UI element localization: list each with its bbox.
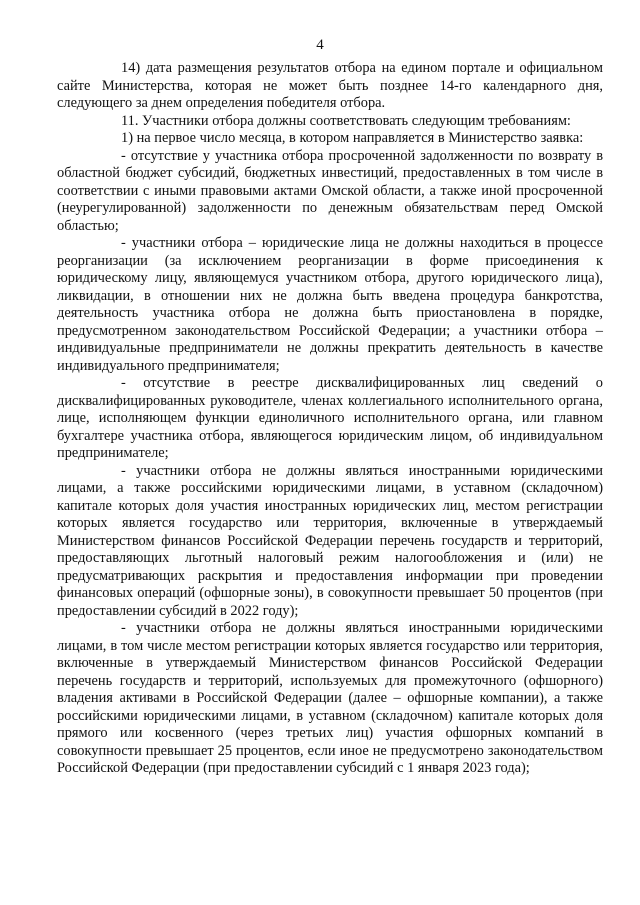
paragraph-item-14: 14) дата размещения результатов отбора на едином портале и официальном сайте Министерства, которая не может быть позднее 14-го календарного дня, следующего за днем определения победителя отбора. xyxy=(57,60,603,111)
paragraph-requirement-foreign-2022: - участники отбора не должны являться иностранными юридическими лицами, а также российскими юридическими лицами, в уставном (складочном) капитале которых доля участия иностранных юридических лиц, местом регистрации которых является государство или территория, включенные в утверждаемый Министерством финансов Российской Федерации перечень государств и территорий, предоставляющих льготный налоговый режим налогообложения и (или) не предусматривающих раскрытия и предоставления информации при проведении финансовых операций (офшорные зоны), в совокупности превышает 50 процентов (при предоставлении субсидий в 2022 году); xyxy=(57,462,603,619)
paragraph-requirement-offshore-2023: - участники отбора не должны являться иностранными юридическими лицами, в том числе местом регистрации которых является государство или территория, включенные в утверждаемый Министерством финансов Российской Федерации перечень государств и территорий, используемых для промежуточного (офшорного) владения активами в Российской Федерации (далее – офшорные компании), а также российскими юридическими лицами, в уставном (складочном) капитале которых доля прямого или косвенного (через третьих лиц) участия офшорных компаний в совокупности превышает 25 процентов, если иное не предусмотрено законодательством Российской Федерации (при предоставлении субсидий с 1 января 2023 года); xyxy=(57,620,603,776)
document-body xyxy=(57,60,603,778)
paragraph-requirement-debt: - отсутствие у участника отбора просроченной задолженности по возврату в областной бюджет субсидий, бюджетных инвестиций, предоставленных в том числе в соответствии с иными правовыми актами Омской области, а также иной просроченной (неурегулированной) задолженности по денежным обязательствам перед Омской областью; xyxy=(57,147,603,234)
paragraph-section-11: 11. Участники отбора должны соответствовать следующим требованиям: xyxy=(121,112,571,129)
paragraph-requirement-disqualified: - отсутствие в реестре дисквалифицированных лиц сведений о дисквалифицированных руководителе, членах коллегиального исполнительного органа, лице, исполняющем функции единоличного исполнительного органа, или главном бухгалтере участника отбора, являющегося юридическим лицом, об индивидуальном предпринимателе; xyxy=(57,375,603,461)
paragraph-requirement-reorganization: - участники отбора – юридические лица не должны находиться в процессе реорганизации (за исключением реорганизации в форме присоединения к юридическому лицу, являющемуся участником отбора, другого юридического лица), ликвидации, в отношении них не должна быть введена процедура банкротства, деятельность участника отбора не должна быть приостановлена в порядке, предусмотренном законодательством Российской Федерации; а участники отбора – индивидуальные предприниматели не должны прекратить деятельность в качестве индивидуального предпринимателя; xyxy=(57,235,603,374)
paragraph-subitem-1: 1) на первое число месяца, в котором направляется в Министерство заявка: xyxy=(121,130,584,146)
page-number: 4 xyxy=(316,37,324,53)
